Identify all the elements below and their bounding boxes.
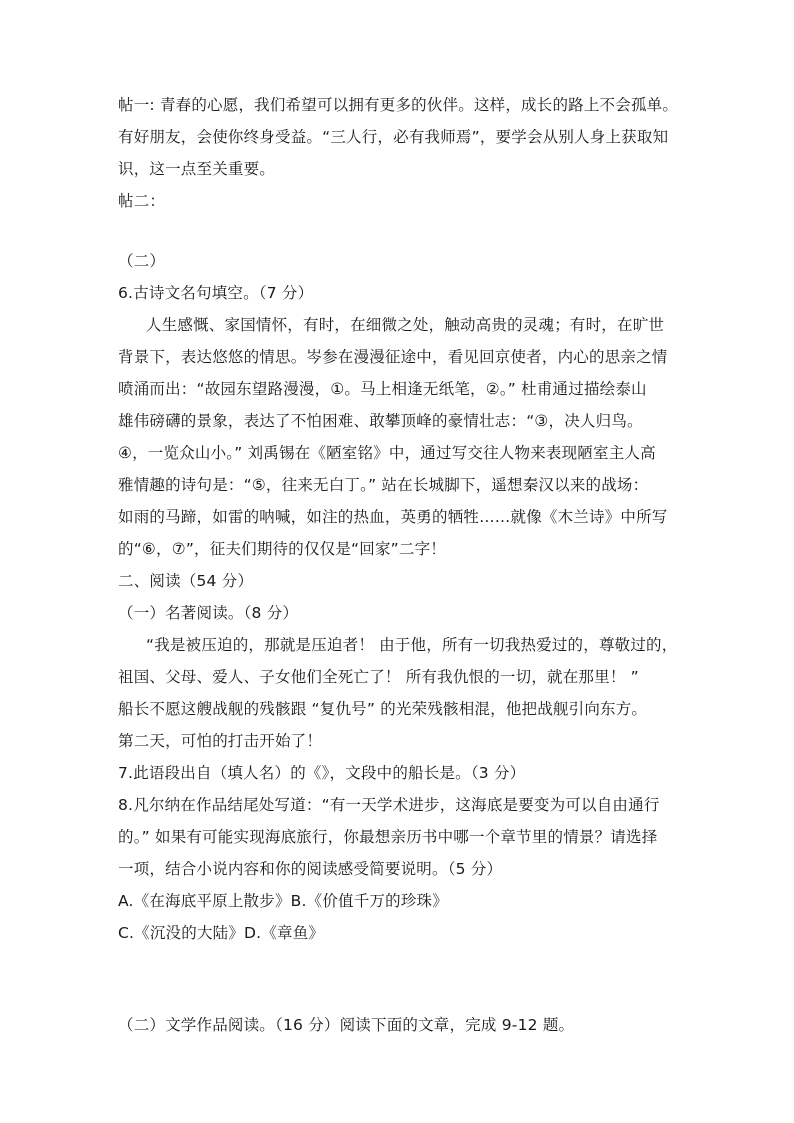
question-6-line: 的“⑥，⑦”，征夫们期待的仅仅是“回家”二字！ xyxy=(118,540,447,558)
excerpt-line: 祖国、父母、爱人、子女他们全死亡了！ 所有我仇恨的一切，就在那里！ ” xyxy=(118,668,639,686)
question-8-line: 的。” 如果有可能实现海底旅行，你最想亲历书中哪一个章节里的情景？请选择 xyxy=(118,828,658,846)
question-7: 7.此语段出自（填人名）的《》，文段中的船长是。（3 分） xyxy=(118,764,526,782)
question-6-line: 背景下，表达悠悠的情思。岑参在漫漫征途中，看见回京使者，内心的思亲之情 xyxy=(118,348,668,366)
question-6-title: 6.古诗文名句填空。（7 分） xyxy=(118,284,314,302)
question-6-line: 雄伟磅礴的景象，表达了不怕困难、敢攀顶峰的豪情壮志：“③，决人归鸟。 xyxy=(118,412,643,430)
excerpt-line: 船长不愿这艘战舰的残骸跟 “复仇号” 的光荣残骸相混，他把战舰引向东方。 xyxy=(118,700,648,718)
excerpt-line: “我是被压迫的，那就是压迫者！ 由于他，所有一切我热爱过的，尊敬过的， xyxy=(146,636,678,654)
part-two-sub-2: （二）文学作品阅读。（16 分）阅读下面的文章，完成 9-12 题。 xyxy=(118,1016,575,1034)
question-8-options-1: A.《在海底平原上散步》B.《价值千万的珍珠》 xyxy=(118,892,448,910)
question-6-line: 喷涌而出：“故园东望路漫漫，①。马上相逢无纸笔，②。” 杜甫通过描绘泰山 xyxy=(118,380,647,398)
question-6-line: 如雨的马蹄，如雷的呐喊，如注的热血，英勇的牺牲……就像《木兰诗》中所写 xyxy=(118,508,668,526)
post2-label: 帖二： xyxy=(118,192,166,210)
post1-line-2: 有好朋友，会使你终身受益。“三人行，必有我师焉”，要学会从别人身上获取知 xyxy=(118,128,669,146)
question-6-line: ④，一览众山小。” 刘禹锡在《陋室铭》中，通过写交往人物来表现陋室主人高 xyxy=(118,444,656,462)
part-two-heading: 二、阅读（54 分） xyxy=(118,572,254,590)
post1-line-3: 识，这一点至关重要。 xyxy=(118,160,276,178)
question-8-line: 一项，结合小说内容和你的阅读感受简要说明。（5 分） xyxy=(118,860,503,878)
question-8-line: 8.凡尔纳在作品结尾处写道：“有一天学术进步，这海底是要变为可以自由通行 xyxy=(118,796,660,814)
question-8-options-2: C.《沉没的大陆》D.《章鱼》 xyxy=(118,924,325,942)
question-6-line: 人生感慨、家国情怀，有时，在细微之处，触动高贵的灵魂；有时，在旷世 xyxy=(146,316,665,334)
section-two-sub-heading: （二） xyxy=(118,252,166,270)
excerpt-line: 第二天，可怕的打击开始了！ xyxy=(118,732,323,750)
post1-line-1: 帖一: 青春的心愿，我们希望可以拥有更多的伙伴。这样，成长的路上不会孤单。 xyxy=(118,96,679,114)
question-6-line: 雅情趣的诗句是：“⑤，往来无白丁。” 站在长城脚下，遥想秦汉以来的战场： xyxy=(118,476,649,494)
part-two-sub-1: （一）名著阅读。（8 分） xyxy=(118,604,299,622)
